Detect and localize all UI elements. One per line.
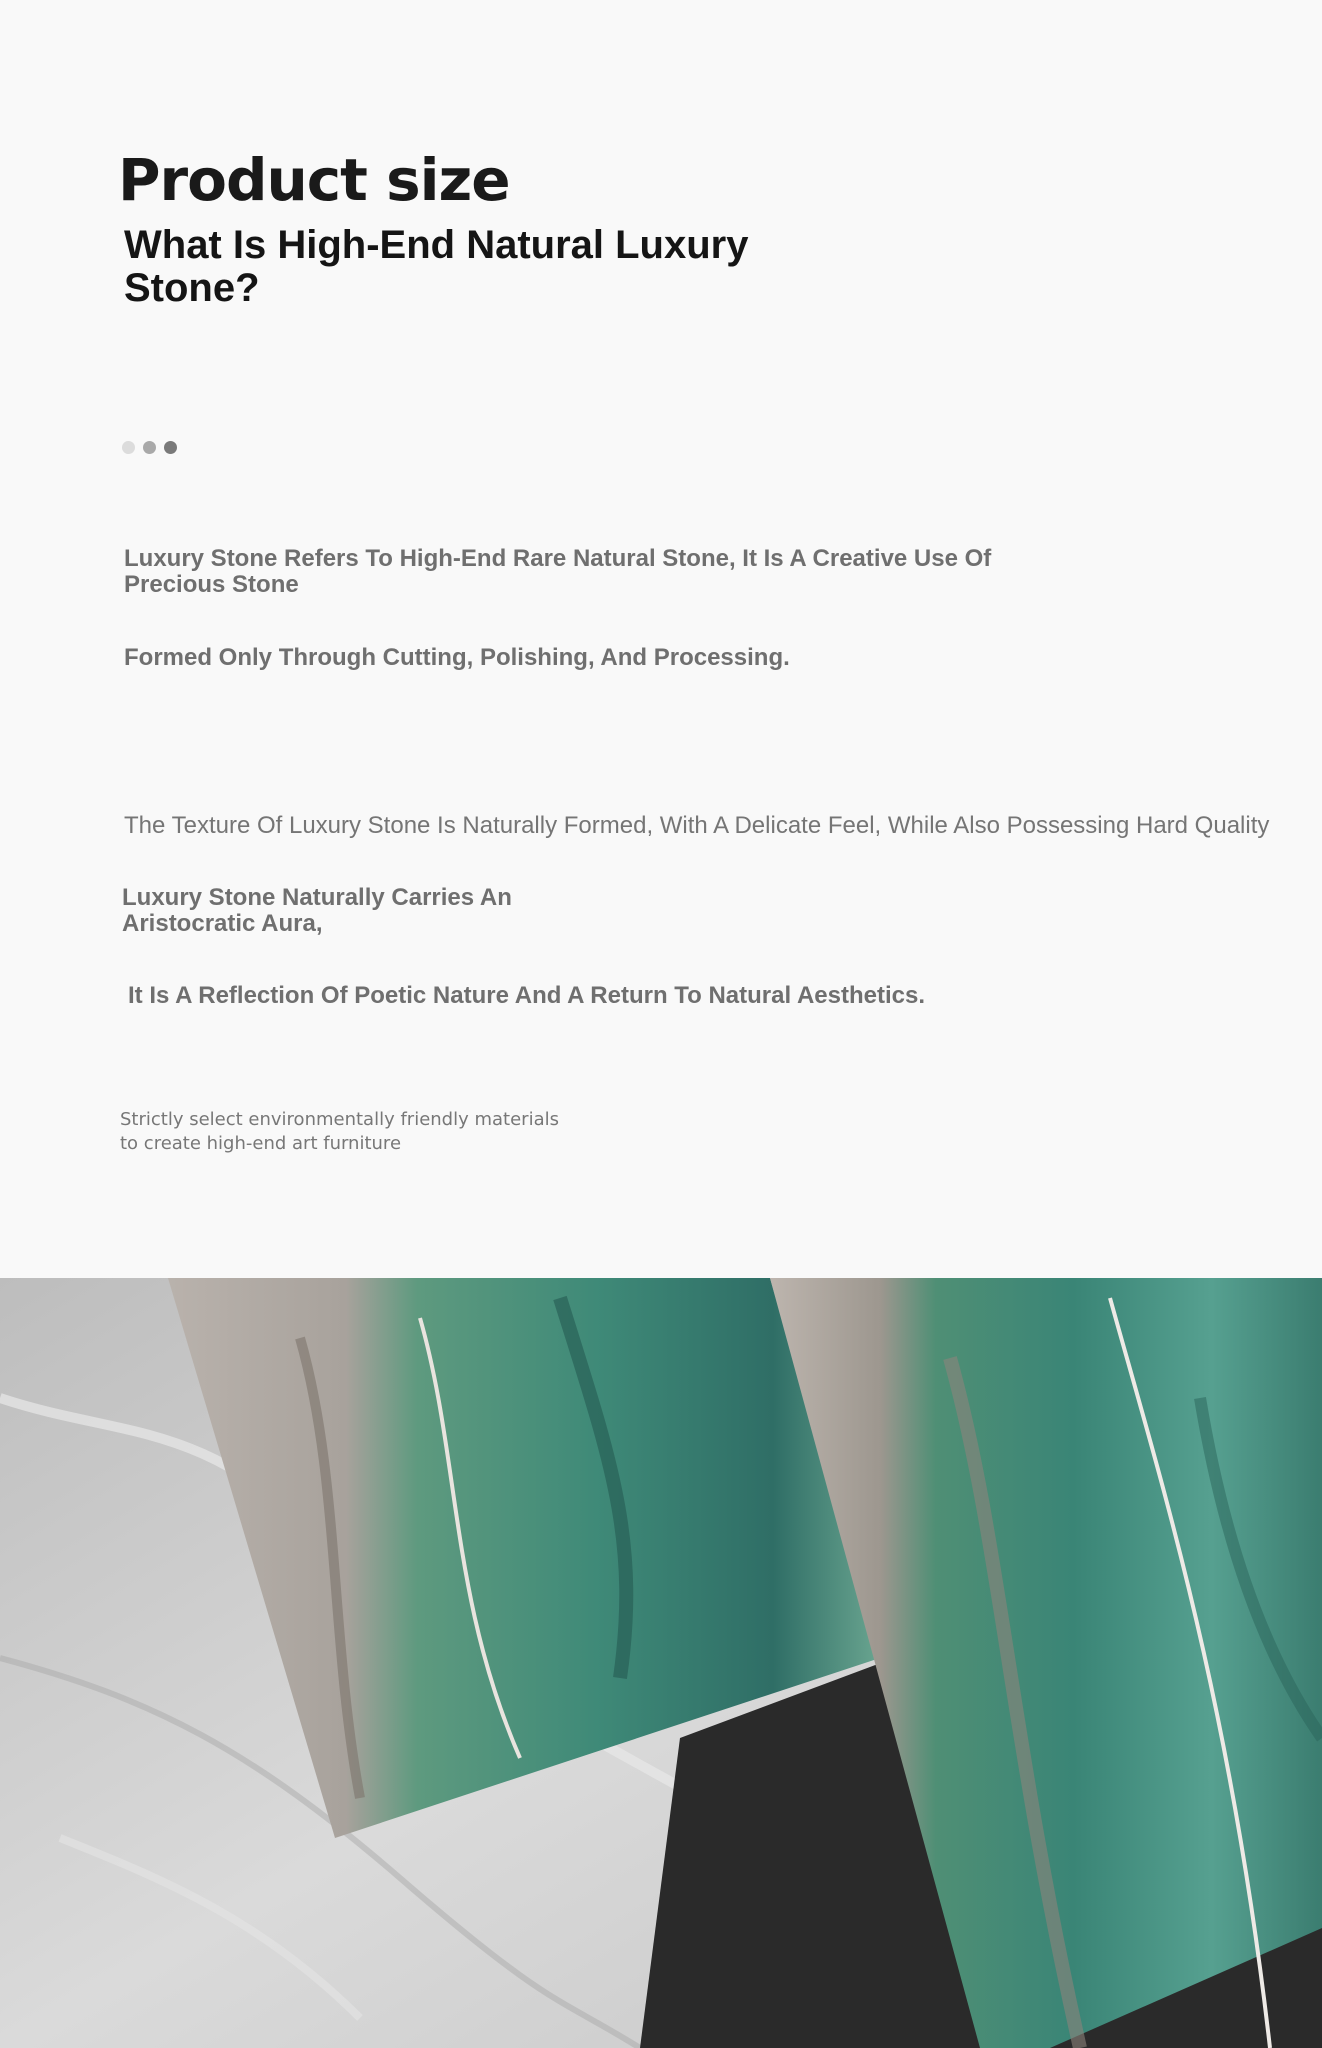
- paragraph-texture: The Texture Of Luxury Stone Is Naturally Formed, With A Delicate Feel, While Also Possessing Hard Quality: [124, 812, 1270, 839]
- paragraph-processing: Formed Only Through Cutting, Polishing, And Processing.: [124, 644, 790, 671]
- page-heading: Product size: [118, 146, 510, 214]
- stone-slabs-photo: [0, 1278, 1322, 2048]
- paragraph-definition: Luxury Stone Refers To High-End Rare Natural Stone, It Is A Creative Use Of Precious Stone: [124, 545, 992, 598]
- decorative-dots: [122, 441, 177, 454]
- dot-icon: [164, 441, 177, 454]
- tagline: [120, 1108, 640, 1156]
- paragraph-aesthetics: It Is A Reflection Of Poetic Nature And A Return To Natural Aesthetics.: [128, 982, 925, 1009]
- dot-icon: [143, 441, 156, 454]
- paragraph-aura: Luxury Stone Naturally Carries An Aristocratic Aura,: [122, 884, 512, 937]
- tagline-line-2: to create high-end art furniture: [120, 1133, 402, 1154]
- dot-icon: [122, 441, 135, 454]
- tagline-line-1: Strictly select environmentally friendly materials: [120, 1109, 559, 1130]
- section-question: What Is High-End Natural Luxury Stone?: [124, 223, 749, 310]
